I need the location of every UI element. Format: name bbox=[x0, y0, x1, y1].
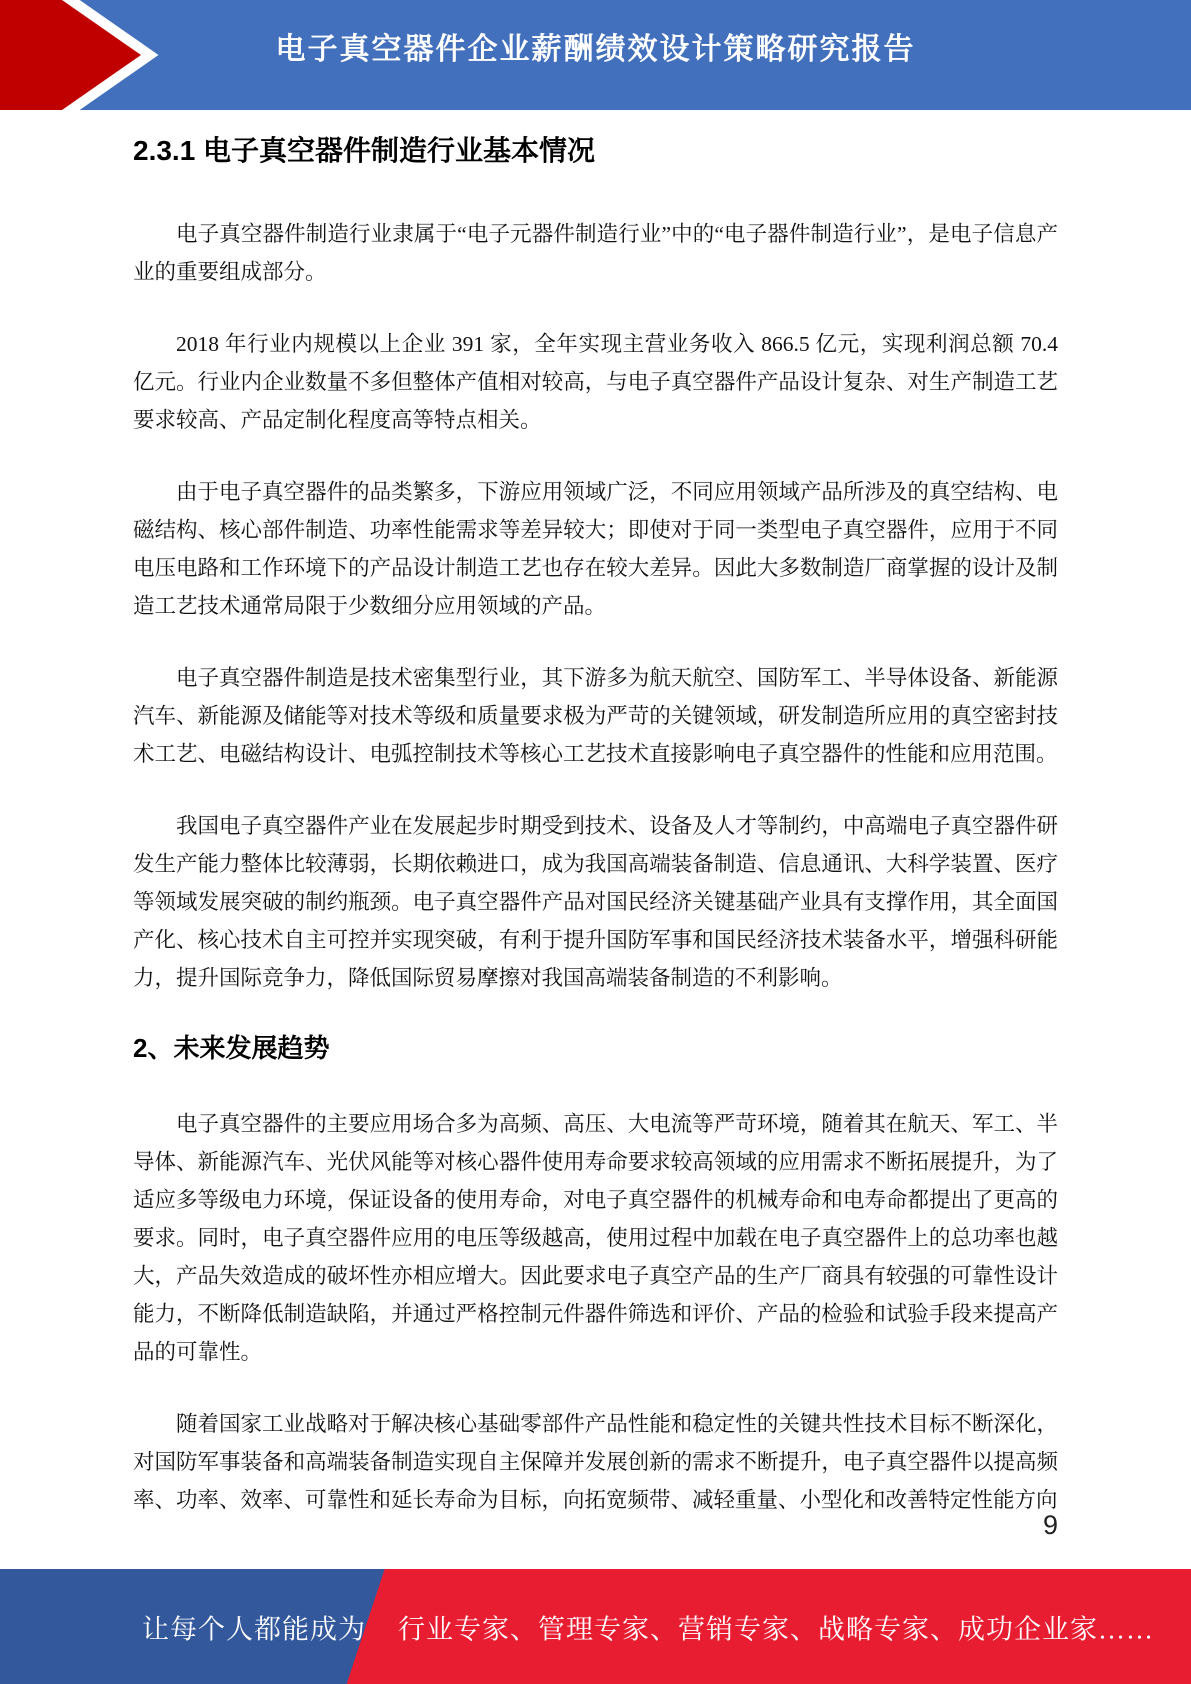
subsection-heading: 2、未来发展趋势 bbox=[133, 1033, 330, 1063]
header-banner bbox=[0, 0, 1191, 110]
footer-slogan-right: 行业专家、管理专家、营销专家、战略专家、成功企业家…… bbox=[398, 1614, 1154, 1644]
paragraph-application-environment: 电子真空器件的主要应用场合多为高频、高压、大电流等严苛环境，随着其在航天、军工、半导体、新能源汽车、光伏风能等对核心器件使用寿命要求较高领域的应用需求不断拓展提升，为了适应多等级电力环境，保证设备的使用寿命，对电子真空器件的机械寿命和电寿命都提出了更高的要求。同时，电子真空器件应用的电压等级越高，使用过程中加载在电子真空器件上的总功率也越大，产品失效造成的破坏性亦相应增大。因此要求电子真空产品的生产厂商具有较强的可靠性设计能力，不断降低制造缺陷，并通过严格控制元件器件筛选和评价、产品的检验和试验手段来提高产品的可靠性。 bbox=[133, 1112, 1058, 1364]
footer-slogan-left: 让每个人都能成为 bbox=[142, 1614, 366, 1644]
paragraph-technology-intensive: 电子真空器件制造是技术密集型行业，其下游多为航天航空、国防军工、半导体设备、新能源汽车、新能源及储能等对技术等级和质量要求极为严苛的关键领域，研发制造所应用的真空密封技术工艺、电磁结构设计、电弧控制技术等核心工艺技术直接影响电子真空器件的性能和应用范围。 bbox=[133, 666, 1058, 766]
report-title: 电子真空器件企业薪酬绩效设计策略研究报告 bbox=[275, 33, 916, 67]
document-body bbox=[0, 110, 1191, 1553]
paragraph-industry-overview: 电子真空器件制造行业隶属于“电子元器件制造行业”中的“电子器件制造行业”，是电子信息产业的重要组成部分。 bbox=[133, 222, 1058, 284]
paragraph-product-variety: 由于电子真空器件的品类繁多，下游应用领域广泛，不同应用领域产品所涉及的真空结构、电磁结构、核心部件制造、功率性能需求等差异较大；即使对于同一类型电子真空器件，应用于不同电压电路和工作环境下的产品设计制造工艺也存在较大差异。因此大多数制造厂商掌握的设计及制造工艺技术通常局限于少数细分应用领域的产品。 bbox=[133, 480, 1058, 618]
page-number: 9 bbox=[1042, 1510, 1058, 1540]
paragraph-2018-statistics: 2018 年行业内规模以上企业 391 家，全年实现主营业务收入 866.5 亿元，实现利润总额 70.4 亿元。行业内企业数量不多但整体产值相对较高，与电子真空器件产品设计复杂、对生产制造工艺要求较高、产品定制化程度高等特点相关。 bbox=[133, 332, 1058, 432]
paragraph-national-strategy: 随着国家工业战略对于解决核心基础零部件产品性能和稳定性的关键共性技术目标不断深化，对国防军事装备和高端装备制造实现自主保障并发展创新的需求不断提升，电子真空器件以提高频率、功率、效率、可靠性和延长寿命为目标，向拓宽频带、减轻重量、小型化和改善特定性能方向 bbox=[133, 1412, 1058, 1512]
paragraph-domestic-industry: 我国电子真空器件产业在发展起步时期受到技术、设备及人才等制约，中高端电子真空器件研发生产能力整体比较薄弱，长期依赖进口，成为我国高端装备制造、信息通讯、大科学装置、医疗等领域发展突破的制约瓶颈。电子真空器件产品对国民经济关键基础产业具有支撑作用，其全面国产化、核心技术自主可控并实现突破，有利于提升国防军事和国民经济技术装备水平，增强科研能力，提升国际竞争力，降低国际贸易摩擦对我国高端装备制造的不利影响。 bbox=[133, 814, 1058, 990]
footer-banner bbox=[0, 1569, 1191, 1684]
section-heading: 2.3.1 电子真空器件制造行业基本情况 bbox=[133, 135, 596, 166]
